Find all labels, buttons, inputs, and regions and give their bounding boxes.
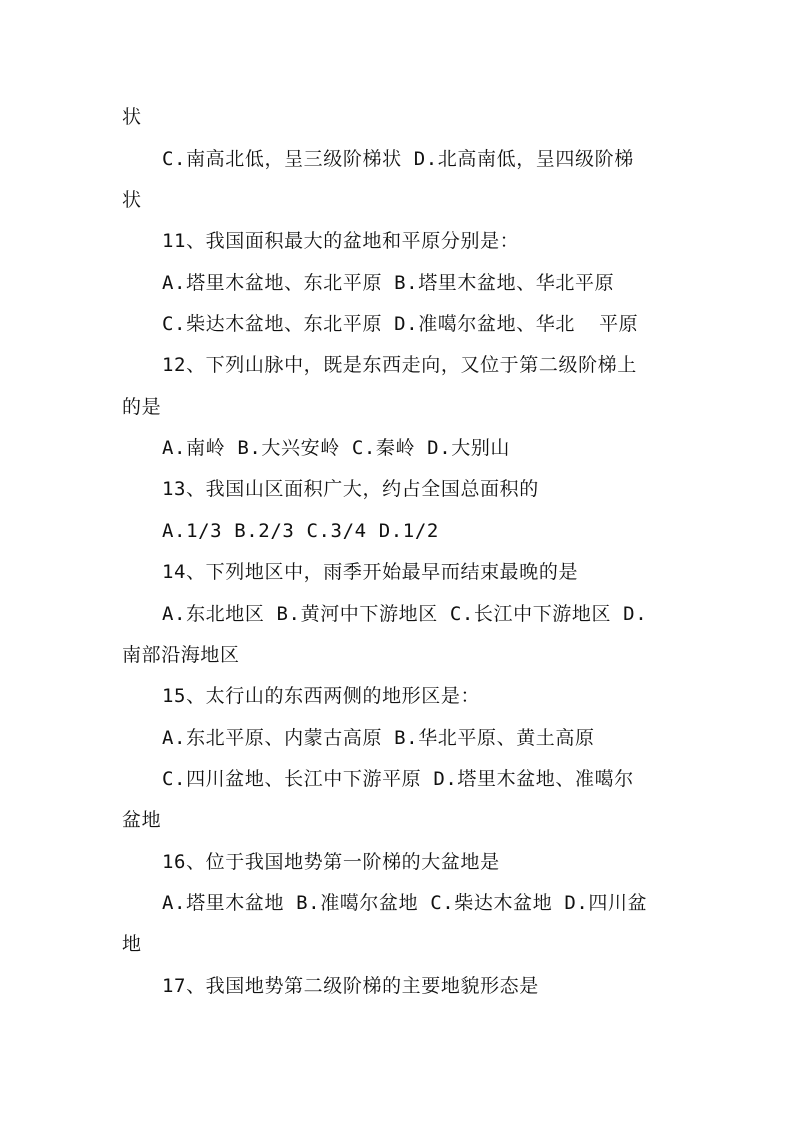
q11-options-cd: C.柴达木盆地、东北平原 D.准噶尔盆地、华北 平原 xyxy=(162,313,639,335)
q15-options-ab: A.东北平原、内蒙古高原 B.华北平原、黄土高原 xyxy=(162,727,595,749)
question-12: 12、下列山脉中，既是东西走向，又位于第二级阶梯上 xyxy=(162,354,637,376)
q13-options: A.1/3 B.2/3 C.3/4 D.1/2 xyxy=(162,520,439,542)
question-12-continued: 的是 xyxy=(122,396,162,418)
question-15: 15、太行山的东西两侧的地形区是： xyxy=(162,685,481,707)
question-17: 17、我国地势第二级阶梯的主要地貌形态是 xyxy=(162,975,539,997)
q10-options-cd: C.南高北低，呈三级阶梯状 D.北高南低，呈四级阶梯 xyxy=(162,148,634,170)
q15-options-continued: 盆地 xyxy=(122,809,162,831)
q15-options-cd: C.四川盆地、长江中下游平原 D.塔里木盆地、准噶尔 xyxy=(162,768,634,790)
q14-options-continued: 南部沿海地区 xyxy=(122,644,240,666)
question-14: 14、下列地区中，雨季开始最早而结束最晚的是 xyxy=(162,561,579,583)
question-11: 11、我国面积最大的盆地和平原分别是： xyxy=(162,230,520,252)
text-line-continuation: 状 xyxy=(122,189,142,211)
q14-options: A.东北地区 B.黄河中下游地区 C.长江中下游地区 D. xyxy=(162,603,648,625)
question-16: 16、位于我国地势第一阶梯的大盆地是 xyxy=(162,851,500,873)
q16-options-continued: 地 xyxy=(122,933,142,955)
q12-options: A.南岭 B.大兴安岭 C.秦岭 D.大别山 xyxy=(162,437,511,459)
text-line-continuation: 状 xyxy=(122,106,142,128)
question-13: 13、我国山区面积广大，约占全国总面积的 xyxy=(162,478,539,500)
q11-options-ab: A.塔里木盆地、东北平原 B.塔里木盆地、华北平原 xyxy=(162,272,615,294)
q16-options: A.塔里木盆地 B.准噶尔盆地 C.柴达木盆地 D.四川盆 xyxy=(162,892,648,914)
